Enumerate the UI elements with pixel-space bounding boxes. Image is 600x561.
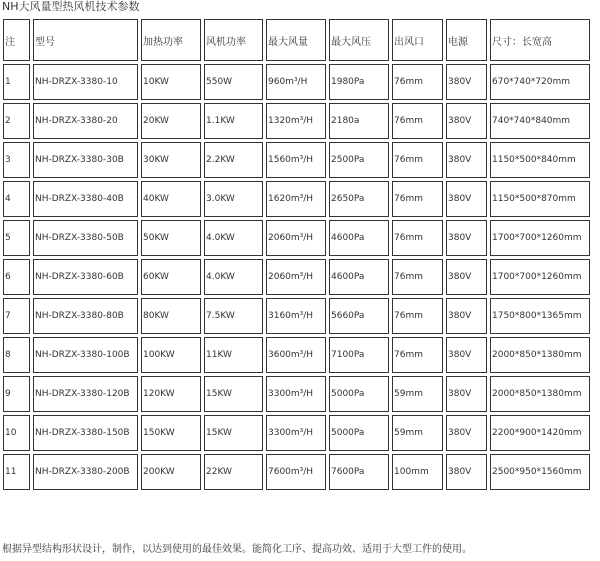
header-power-supply: 电源 [446,19,487,61]
table-row [3,220,590,256]
cell-fan-power: 3.0KW [204,181,263,217]
cell-fan-power: 15KW [204,376,263,412]
cell-max-pressure: 5660Pa [329,298,389,334]
footnote: 根据异型结构形状设计，制作，以达到使用的最佳效果。能简化工序、提高功效、适用于大型工件的使用。 [2,544,472,555]
cell-outlet: 76mm [392,142,443,178]
header-max-pressure: 最大风压 [329,19,389,61]
cell-fan-power: 15KW [204,415,263,451]
cell-power-supply: 380V [446,103,487,139]
cell-dimensions: 2200*900*1420mm [490,415,590,451]
cell-index: 9 [3,376,30,412]
cell-model: NH-DRZX-3380-120B [33,376,138,412]
cell-fan-power: 22KW [204,454,263,490]
cell-index: 7 [3,298,30,334]
cell-outlet: 59mm [392,415,443,451]
cell-dimensions: 1700*700*1260mm [490,220,590,256]
spec-table-body [3,19,590,490]
cell-heating-power: 40KW [141,181,201,217]
cell-power-supply: 380V [446,259,487,295]
table-row [3,415,590,451]
cell-max-pressure: 7600Pa [329,454,389,490]
table-row [3,376,590,412]
cell-heating-power: 20KW [141,103,201,139]
cell-power-supply: 380V [446,220,487,256]
cell-max-pressure: 4600Pa [329,259,389,295]
cell-model: NH-DRZX-3380-60B [33,259,138,295]
header-dimensions: 尺寸：长宽高 [490,19,590,61]
cell-fan-power: 550W [204,64,263,100]
cell-max-airflow: 7600m³/H [266,454,326,490]
table-row [3,259,590,295]
cell-dimensions: 740*740*840mm [490,103,590,139]
cell-power-supply: 380V [446,337,487,373]
cell-max-airflow: 3600m³/H [266,337,326,373]
cell-index: 4 [3,181,30,217]
cell-outlet: 76mm [392,103,443,139]
cell-power-supply: 380V [446,298,487,334]
cell-fan-power: 4.0KW [204,259,263,295]
cell-heating-power: 150KW [141,415,201,451]
page-title: NH大风量型热风机技术参数 [2,0,140,13]
cell-max-pressure: 5000Pa [329,376,389,412]
cell-max-airflow: 3300m³/H [266,376,326,412]
table-row [3,64,590,100]
cell-heating-power: 50KW [141,220,201,256]
cell-model: NH-DRZX-3380-100B [33,337,138,373]
cell-max-pressure: 4600Pa [329,220,389,256]
cell-heating-power: 10KW [141,64,201,100]
cell-max-airflow: 2060m³/H [266,259,326,295]
header-heating-power: 加热功率 [141,19,201,61]
header-outlet: 出风口 [392,19,443,61]
cell-index: 10 [3,415,30,451]
table-row [3,298,590,334]
header-max-airflow: 最大风量 [266,19,326,61]
table-row [3,454,590,490]
cell-outlet: 59mm [392,376,443,412]
cell-max-pressure: 7100Pa [329,337,389,373]
cell-index: 3 [3,142,30,178]
cell-model: NH-DRZX-3380-30B [33,142,138,178]
cell-max-airflow: 1560m³/H [266,142,326,178]
cell-outlet: 76mm [392,181,443,217]
cell-max-airflow: 3160m³/H [266,298,326,334]
cell-model: NH-DRZX-3380-40B [33,181,138,217]
cell-heating-power: 100KW [141,337,201,373]
cell-power-supply: 380V [446,376,487,412]
cell-dimensions: 1150*500*870mm [490,181,590,217]
cell-model: NH-DRZX-3380-80B [33,298,138,334]
cell-outlet: 76mm [392,220,443,256]
cell-heating-power: 80KW [141,298,201,334]
cell-dimensions: 2000*850*1380mm [490,337,590,373]
cell-index: 2 [3,103,30,139]
cell-dimensions: 2500*950*1560mm [490,454,590,490]
cell-heating-power: 60KW [141,259,201,295]
cell-max-pressure: 2180a [329,103,389,139]
cell-outlet: 76mm [392,298,443,334]
cell-max-pressure: 2650Pa [329,181,389,217]
table-row [3,142,590,178]
cell-model: NH-DRZX-3380-150B [33,415,138,451]
cell-fan-power: 7.5KW [204,298,263,334]
cell-outlet: 100mm [392,454,443,490]
cell-heating-power: 120KW [141,376,201,412]
header-index: 注 [3,19,30,61]
cell-max-pressure: 1980Pa [329,64,389,100]
cell-outlet: 76mm [392,64,443,100]
cell-index: 11 [3,454,30,490]
header-fan-power: 风机功率 [204,19,263,61]
cell-max-airflow: 960m³/H [266,64,326,100]
spec-table [0,16,593,493]
cell-heating-power: 200KW [141,454,201,490]
cell-index: 5 [3,220,30,256]
cell-dimensions: 2000*850*1380mm [490,376,590,412]
cell-dimensions: 1750*800*1365mm [490,298,590,334]
cell-max-airflow: 2060m³/H [266,220,326,256]
header-model: 型号 [33,19,138,61]
cell-fan-power: 11KW [204,337,263,373]
cell-model: NH-DRZX-3380-10 [33,64,138,100]
cell-outlet: 76mm [392,337,443,373]
table-header-row [3,19,590,61]
cell-dimensions: 670*740*720mm [490,64,590,100]
cell-max-pressure: 2500Pa [329,142,389,178]
cell-index: 1 [3,64,30,100]
cell-outlet: 76mm [392,259,443,295]
cell-fan-power: 4.0KW [204,220,263,256]
cell-index: 8 [3,337,30,373]
cell-index: 6 [3,259,30,295]
cell-fan-power: 1.1KW [204,103,263,139]
cell-power-supply: 380V [446,181,487,217]
cell-max-airflow: 1320m³/H [266,103,326,139]
cell-power-supply: 380V [446,415,487,451]
table-row [3,181,590,217]
cell-model: NH-DRZX-3380-50B [33,220,138,256]
cell-model: NH-DRZX-3380-200B [33,454,138,490]
table-row [3,103,590,139]
cell-max-airflow: 1620m³/H [266,181,326,217]
table-row [3,337,590,373]
cell-fan-power: 2.2KW [204,142,263,178]
cell-dimensions: 1150*500*840mm [490,142,590,178]
cell-power-supply: 380V [446,64,487,100]
cell-power-supply: 380V [446,454,487,490]
cell-model: NH-DRZX-3380-20 [33,103,138,139]
cell-max-airflow: 3300m³/H [266,415,326,451]
cell-max-pressure: 5000Pa [329,415,389,451]
cell-dimensions: 1700*700*1260mm [490,259,590,295]
cell-heating-power: 30KW [141,142,201,178]
cell-power-supply: 380V [446,142,487,178]
